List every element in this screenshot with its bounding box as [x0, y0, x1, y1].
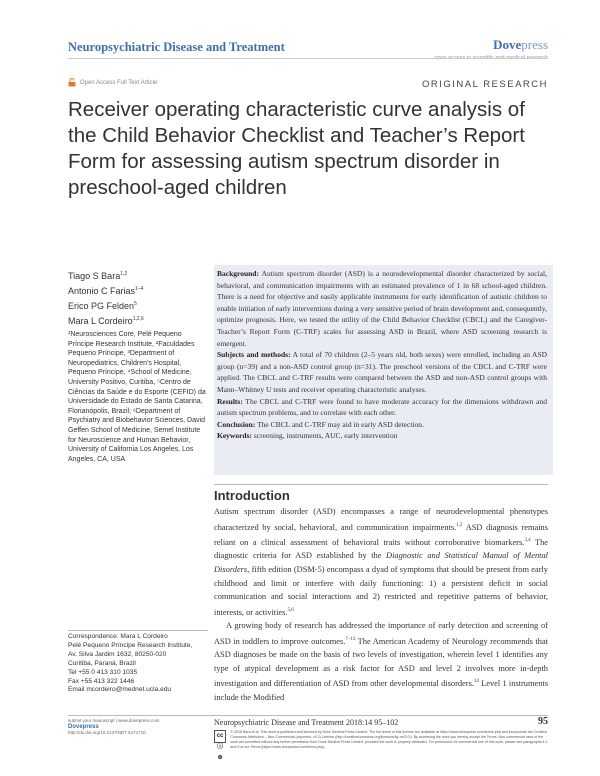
- correspondence-rule: [68, 630, 208, 631]
- footer-publisher: Dovepress: [68, 724, 99, 731]
- email-link[interactable]: Email mcordeiro@mednet.ucla.edu: [68, 686, 172, 694]
- publisher-logo-bold: Dove: [493, 37, 522, 52]
- author: Tiago S Bara$^{1,2}$: [68, 271, 128, 281]
- article-title: Receiver operating characteristic curve analysis of the Child Behavior Checklist and Teacher’s Report Form for assessing autism spectrum disorder in preschool-aged children: [68, 98, 525, 199]
- intro-rule: [214, 484, 548, 485]
- publisher-logo-light: press: [521, 37, 548, 52]
- keywords: Keywords: screening, instruments, AUC, early intervention: [217, 431, 398, 441]
- author: Antonio C Farias$^{1-4}$: [68, 286, 144, 296]
- introduction-body: [214, 505, 548, 704]
- license-text: © 2018 Bara et al. This work is published and licensed by Dove Medical Press Limited. The full terms of this license are available at https://www.dovepress.com/terms.php and incorporate the Creative Commons Attribution – Non Commercial (unported, v3.0) License (http://creativecommons.org/licenses/by-nc/3.0/). By accessing the work you hereby accept the Terms. Non-commercial uses of the work are permitted without any further permission from Dove Medical Press Limited, provided the work is properly attributed. For permission for commercial use of this work, please see paragraphs 4.2 and 5 of our Terms (https://www.dovepress.com/terms.php).: [230, 730, 548, 749]
- paragraph: A growing body of research has addressed the importance of early detection and screening of ASD in toddlers to improve outcomes.$^{7-13}$ The American Academy of Neurology recommends that ASD diagnoses be made on the basis of two levels of investigation, wherein level 1 identifies any type of atypical development as a risk factor for ASD and level 2 involves more in-depth investigation and differentiation of ASD from other developmental disorders.$^{14}$ Level 1 instruments include the Modified: [214, 621, 548, 702]
- correspondence: Correspondence: Mara L Cordeiro Pelé Pequeno Príncipe Research Institute, Av. Silva Jardim 1632, 80250-020 Curitiba, Paraná, Brazil Tel +55 0 413 310 1035 Fax +55 413 322 1446 Email mcordeiro@mednet.ucla.edu: [68, 633, 218, 695]
- author: Erico PG Felden$^5$: [68, 301, 137, 311]
- journal-name: Neuropsychiatric Disease and Treatment: [68, 40, 285, 54]
- paragraph: Autism spectrum disorder (ASD) encompasses a range of neurodevelopmental phenotypes characterized by social, behavioral, and communication impairments.$^{1,2}$ ASD diagnosis remains reliant on a clinical assessment of behavioral traits without corroborative biomarkers.$^{3,4}$ The diagnostic criteria for ASD established by the Diagnostic and Statistical Manual of Mental Disorders, fifth edition (DSM-5) encompass a dyad of symptoms that should be present from early childhood and limit or interfere with daily functioning: 1) a persistent deficit in social communication and social interactions and 2) restricted and repetitive patterns of behavior, interests, or activities.$^{5,6}$: [214, 507, 549, 617]
- author-list: [68, 268, 144, 328]
- license-block: [214, 730, 548, 761]
- header-rule: [68, 58, 548, 59]
- footer-left: [68, 718, 188, 737]
- open-access-label: Open Access Full Text Article: [80, 79, 158, 86]
- article-type: ORIGINAL RESEARCH: [422, 79, 548, 90]
- footer-rule: [68, 715, 548, 716]
- page-number: 95: [538, 716, 548, 727]
- publisher-logo: [493, 37, 548, 53]
- abstract-methods-section: Subjects and methods: A total of 70 children (2–5 years old, both sexes) were enrolled, including an ASD group (n=39) and a non-ASD control group (n=31). The preschool versions of the CBCL and C-TRF were applied. The CBCL and C-TRF results were compared between the ASD and non-ASD control groups with Mann–Whitney U tests and receiver operating characteristic analyses.: [217, 350, 548, 394]
- abstract: [217, 268, 547, 442]
- footer-journal-citation: Neuropsychiatric Disease and Treatment 2018:14 95–102: [214, 718, 399, 727]
- doi-link[interactable]: http://dx.doi.org/10.2147/NDT.S171710: [68, 730, 146, 736]
- section-heading-introduction: Introduction: [214, 488, 290, 503]
- open-access-badge: [68, 78, 157, 87]
- abstract-background-section: Background: Autism spectrum disorder (ASD) is a neurodevelopmental disorder characterized by social, behavioral, and communication impairments with an estimated prevalence of 1 in 68 school-aged children. There is a need for objective and easily applicable instruments for early identification of autistic children to enable initiation of early interventions during a very sensitive period of brain development and, consequently, optimize prognosis. Here, we tested the utility of the Child Behavior Checklist (CBCL) and the Caregiver-Teacher’s Report Form (C-TRF) scales for assessing ASD in Brazil, where ASD screening research is emergent.: [217, 269, 547, 348]
- affiliations: ¹Neurosciences Core, Pelé Pequeno Príncipe Research Institute, ²Faculdades Pequeno Príncipe, ³Department of Neuropediatrics, Children’s Hospital, Pequeno Príncipe, ⁴School of Medicine, University Positivo, Curitiba, ⁵Centro de Ciências da Saúde e do Esporte (CEFID) da Universidade do Estado de Santa Catarina, Florianópolis, Brazil; ⁶Department of Psychiatry and Biobehavior Sciences, David Geffen School of Medicine, Semel Institute for Neuroscience and Human Behavior, University of California Los Angeles, Los Angeles, CA, USA: [68, 331, 206, 463]
- abstract-results-section: Results: The CBCL and C-TRF were found to have moderate accuracy for the dimensions withdrawn and autism spectrum problems, and to correlate with each other.: [217, 396, 547, 418]
- author: Mara L Cordeiro$^{1,2,6}$: [68, 316, 144, 326]
- cc-license-icon[interactable]: cc ⓘ ⊜: [214, 730, 226, 743]
- submit-link[interactable]: submit your manuscript | www.dovepress.com: [68, 718, 160, 723]
- abstract-conclusion-section: Conclusion: The CBCL and C-TRF may aid in early ASD detection.: [217, 419, 424, 429]
- publisher-tagline: open access to scientific and medical research: [434, 55, 548, 61]
- open-access-icon: [68, 78, 76, 87]
